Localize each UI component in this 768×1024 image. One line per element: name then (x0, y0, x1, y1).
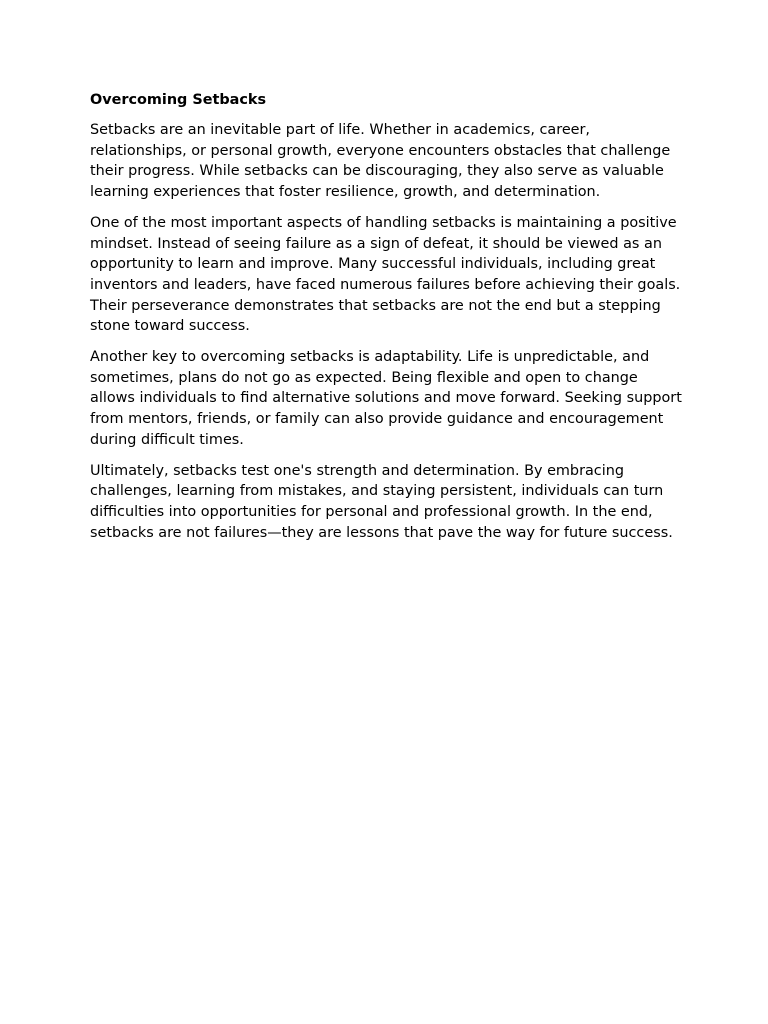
paragraph-2: One of the most important aspects of handling setbacks is maintaining a positive mindset. Instead of seeing failure as a sign of defeat, it should be viewed as an opportunity to learn and improve. Many successful individuals, including great inventors and leaders, have faced numerous failures before achieving their goals. Their perseverance demonstrates that setbacks are not the end but a stepping stone toward success. (90, 214, 681, 335)
paragraph-4: Ultimately, setbacks test one's strength and determination. By embracing challenges, learning from mistakes, and staying persistent, individuals can turn difficulties into opportunities for personal and professional growth. In the end, setbacks are not failures—they are lessons that pave the way for future success. (90, 462, 673, 541)
document-title: Overcoming Setbacks (90, 92, 267, 108)
paragraph-1: Setbacks are an inevitable part of life. Whether in academics, career, relationships, or personal growth, everyone encounters obstacles that challenge their progress. While setbacks can be discouraging, they also serve as valuable learning experiences that foster resilience, growth, and determination. (90, 122, 671, 201)
document-page (90, 90, 686, 553)
paragraph-3: Another key to overcoming setbacks is adaptability. Life is unpredictable, and sometimes, plans do not go as expected. Being flexible and open to change allows individuals to find alternative solutions and move forward. Seeking support from mentors, friends, or family can also provide guidance and encouragement during difficult times. (90, 349, 682, 448)
